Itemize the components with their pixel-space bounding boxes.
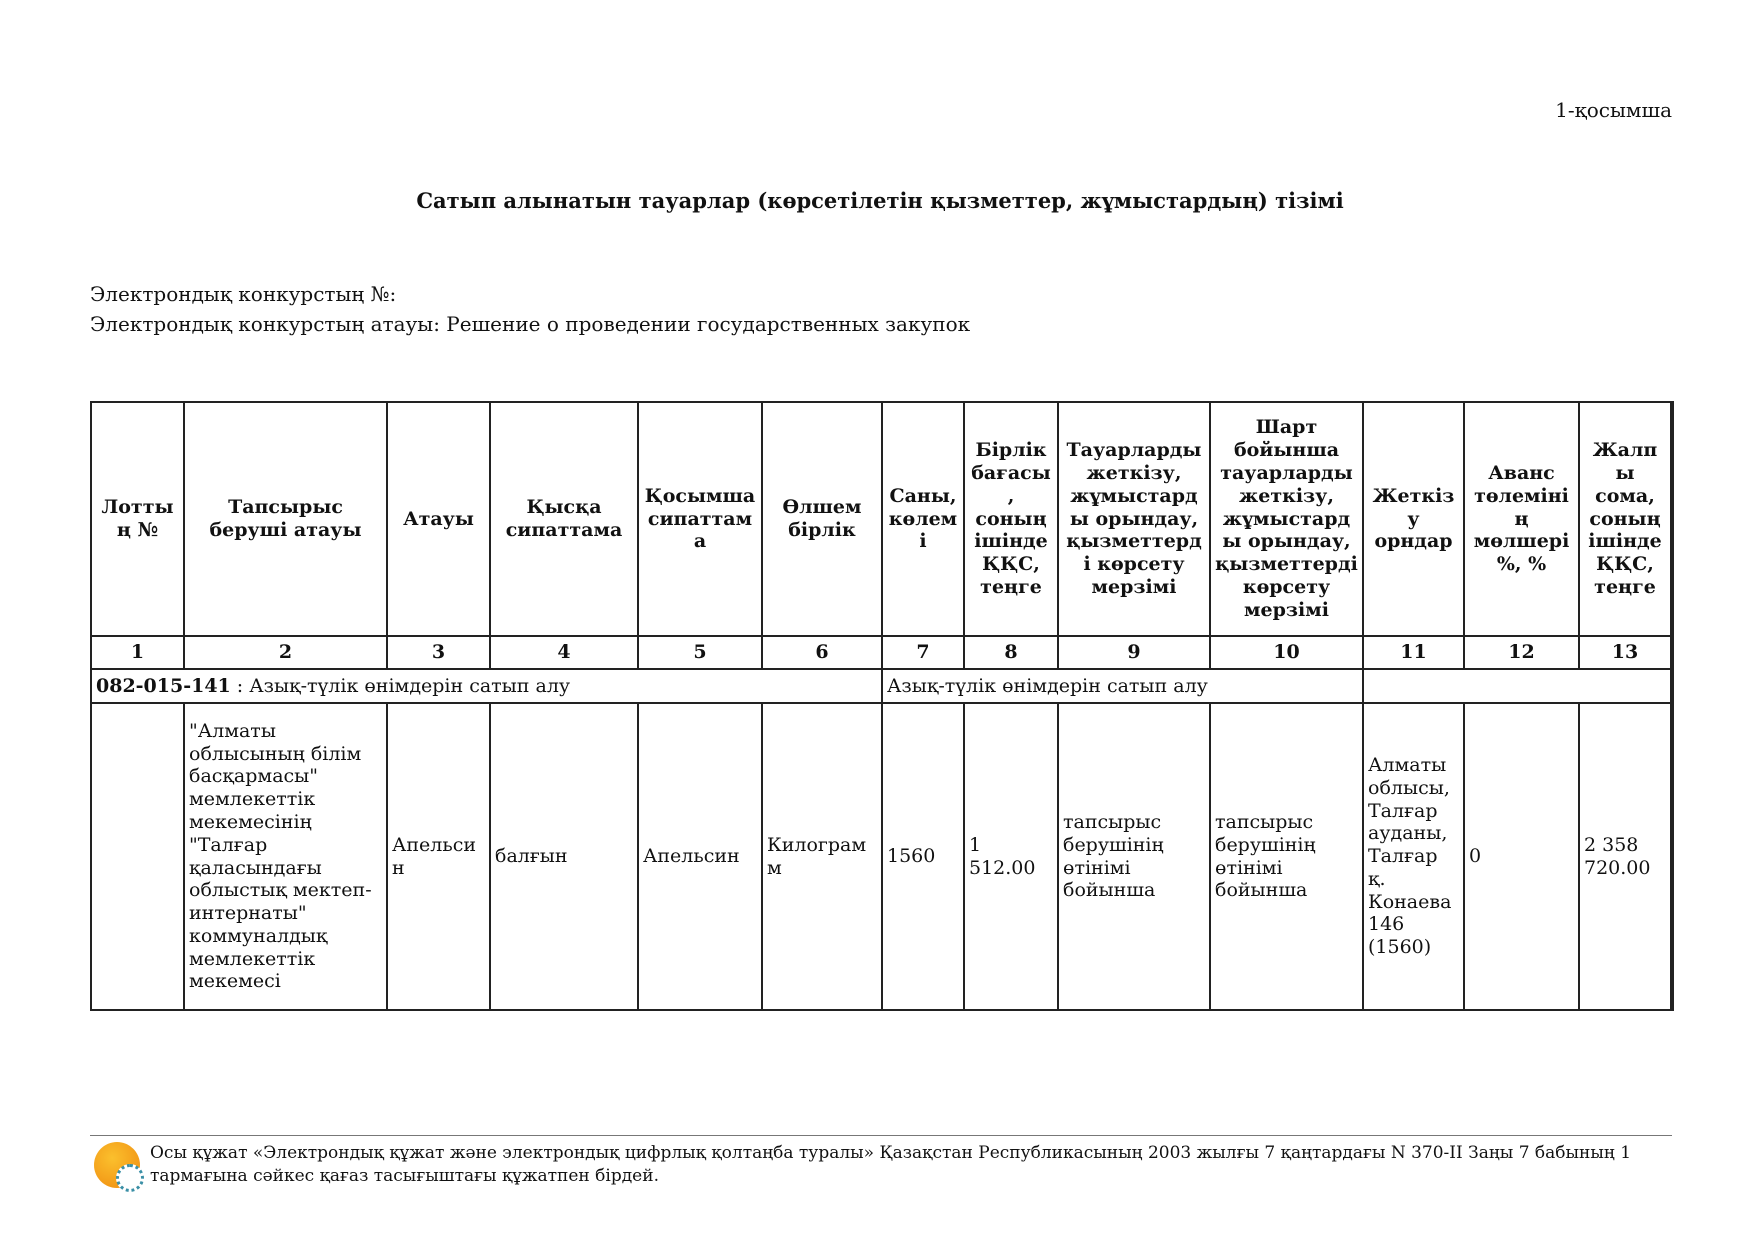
- header-row: [91, 402, 1672, 636]
- lot-cell: [91, 669, 882, 703]
- cell-13: 2 358 720.00: [1579, 703, 1672, 1010]
- cell-9: тапсырыс берушінің өтінімі бойынша: [1058, 703, 1210, 1010]
- page-title: Сатып алынатын тауарлар (көрсетілетін қызметтер, жұмыстардың) тізімі: [416, 188, 1344, 213]
- cell-12: 0: [1464, 703, 1579, 1010]
- column-header-12: Аванс төлемінің мөлшері %, %: [1464, 402, 1579, 636]
- cell-2: "Алматы облысының білім басқармасы" мемлекеттік мекемесінің "Талғар қаласындағы облыстық мектеп-интернаты" коммуналдық мемлекеттік мекемесі: [184, 703, 387, 1010]
- footer-note: Осы құжат «Электрондық құжат және электрондық цифрлық қолтаңба туралы» Қазақстан Республикасының 2003 жылғы 7 қаңтардағы N 370-II Заңы 7 бабының 1 тармағына сәйкес қағаз тасығыштағы құжатпен бірдей.: [150, 1143, 1632, 1186]
- column-header-8: Бірлік бағасы, соның ішінде ҚҚС, теңге: [964, 402, 1058, 636]
- column-header-13: Жалпы сома, соның ішінде ҚҚС, теңге: [1579, 402, 1672, 636]
- annex-label: 1-қосымша: [1555, 98, 1672, 122]
- cell-1: [91, 703, 184, 1010]
- column-number-13: 13: [1579, 636, 1672, 669]
- cell-11: Алматы облысы, Талғар ауданы, Талғар қ. Конаева 146 (1560): [1363, 703, 1464, 1010]
- column-number-5: 5: [638, 636, 762, 669]
- column-header-4: Қысқа сипаттама: [490, 402, 638, 636]
- cell-3: Апельсин: [387, 703, 490, 1010]
- column-header-3: Атауы: [387, 402, 490, 636]
- lot-code: 082-015-141: [96, 674, 231, 697]
- column-header-2: Тапсырыс беруші атауы: [184, 402, 387, 636]
- lot-empty-cell: [1363, 669, 1672, 703]
- column-header-11: Жеткізу орндар: [1363, 402, 1464, 636]
- table-row: [91, 703, 1672, 1010]
- column-number-6: 6: [762, 636, 882, 669]
- contest-number: Электрондық конкурстың №:: [90, 282, 397, 306]
- lot-name: : Азық-түлік өнімдерін сатып алу: [230, 674, 571, 697]
- cell-7: 1560: [882, 703, 964, 1010]
- column-number-3: 3: [387, 636, 490, 669]
- egov-logo-icon: [94, 1142, 140, 1188]
- contest-name: Электрондық конкурстың атауы: Решение о проведении государственных закупок: [90, 312, 971, 336]
- column-number-8: 8: [964, 636, 1058, 669]
- column-number-row: [91, 636, 1672, 669]
- column-header-1: Лоттың №: [91, 402, 184, 636]
- cell-10: тапсырыс берушінің өтінімі бойынша: [1210, 703, 1363, 1010]
- column-header-10: Шарт бойынша тауарларды жеткізу, жұмыстарды орындау, қызметтерді көрсету мерзімі: [1210, 402, 1363, 636]
- lot-row: [91, 669, 1672, 703]
- column-number-12: 12: [1464, 636, 1579, 669]
- goods-table: [90, 401, 1674, 1011]
- cell-5: Апельсин: [638, 703, 762, 1010]
- column-number-11: 11: [1363, 636, 1464, 669]
- column-number-9: 9: [1058, 636, 1210, 669]
- lot-description: Азық-түлік өнімдерін сатып алу: [882, 669, 1363, 703]
- column-header-5: Қосымша сипаттама: [638, 402, 762, 636]
- cell-6: Килограмм: [762, 703, 882, 1010]
- column-number-1: 1: [91, 636, 184, 669]
- column-number-2: 2: [184, 636, 387, 669]
- footer-divider: [90, 1135, 1672, 1136]
- column-header-7: Саны, көлемі: [882, 402, 964, 636]
- column-header-9: Тауарларды жеткізу, жұмыстарды орындау, қызметтерді көрсету мерзімі: [1058, 402, 1210, 636]
- cell-8: 1 512.00: [964, 703, 1058, 1010]
- column-number-4: 4: [490, 636, 638, 669]
- column-number-7: 7: [882, 636, 964, 669]
- column-number-10: 10: [1210, 636, 1363, 669]
- column-header-6: Өлшем бірлік: [762, 402, 882, 636]
- cell-4: балғын: [490, 703, 638, 1010]
